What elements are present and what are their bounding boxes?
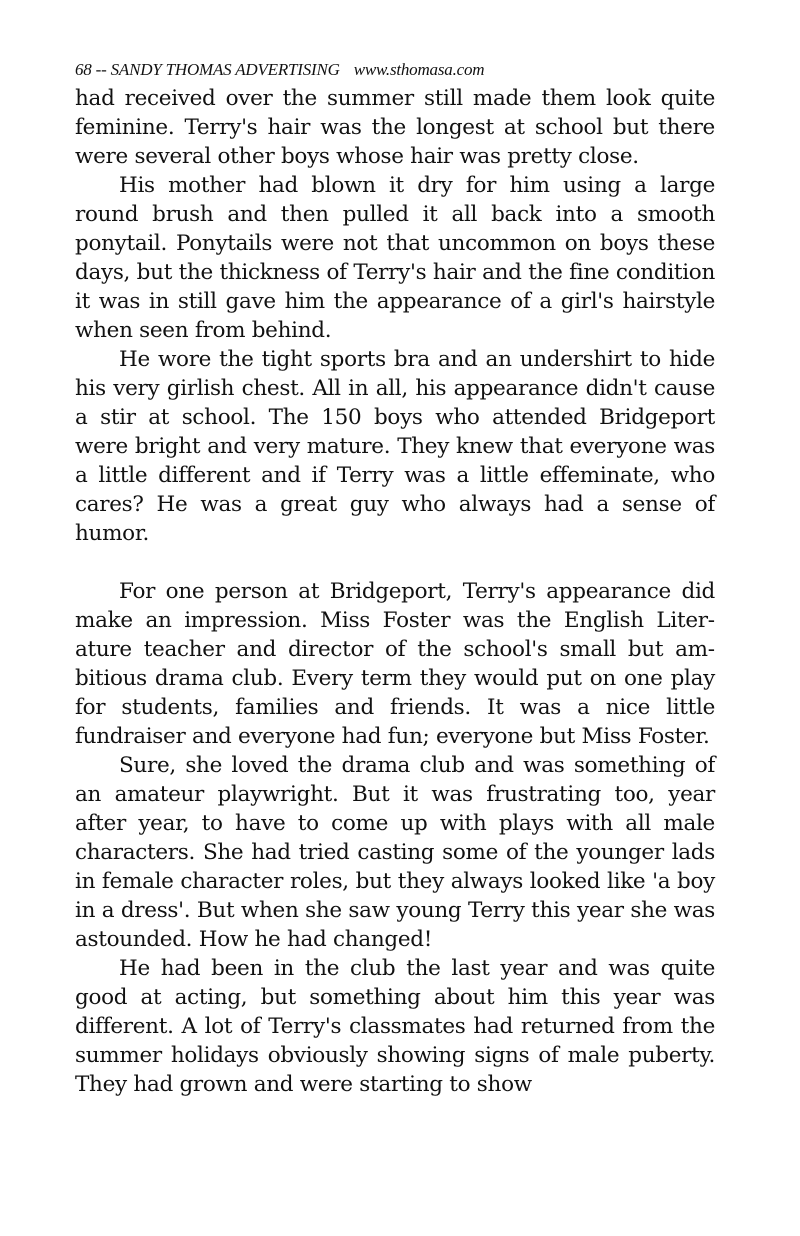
paragraph: Sure, she loved the drama club and was something of an amateur playwright. But it was frustrating too, year after year, to have to come up with plays with all male characters. She had tried casting some of the younger lads in female character roles, but they always looked like 'a boy in a dress'. But when she saw young Terry this year she was astounded. How he had changed! bbox=[75, 753, 715, 952]
paragraph: For one person at Bridgeport, Terry's appearance did make an impression. Miss Foster was the English Literature teacher and director of the school's small but ambitious drama club. Every term they would put on one play for students, families and friends. It was a nice little fundraiser and everyone had fun; everyone but Miss Foster. bbox=[75, 579, 715, 749]
running-header bbox=[75, 58, 715, 84]
paragraph: His mother had blown it dry for him using a large round brush and then pulled it all back into a smooth ponytail. Ponytails were not that uncommon on boys these days, but the thickness of Terry's hair and the fine condition it was in still gave him the appearance of a girl's hairstyle when seen from behind. bbox=[75, 173, 715, 343]
paragraph: had received over the summer still made them look quite feminine. Terry's hair was the longest at school but there were several other boys whose hair was pretty close. bbox=[75, 86, 715, 169]
paragraph: He had been in the club the last year and was quite good at acting, but something about him this year was different. A lot of Terry's classmates had returned from the summer holidays obviously showing signs of male puberty. They had grown and were starting to show bbox=[75, 956, 715, 1097]
page-label: 68 -- SANDY THOMAS ADVERTISING bbox=[75, 60, 340, 79]
header-url: www.sthomasa.com bbox=[353, 60, 485, 79]
body-text bbox=[75, 84, 715, 1099]
paragraph: He wore the tight sports bra and an undershirt to hide his very girlish chest. All in all, his appearance didn't cause a stir at school. The 150 boys who attended Bridgeport were bright and very mature. They knew that everyone was a little different and if Terry was a little effeminate, who cares? He was a great guy who always had a sense of humor. bbox=[75, 347, 715, 546]
document-page bbox=[75, 58, 715, 1099]
